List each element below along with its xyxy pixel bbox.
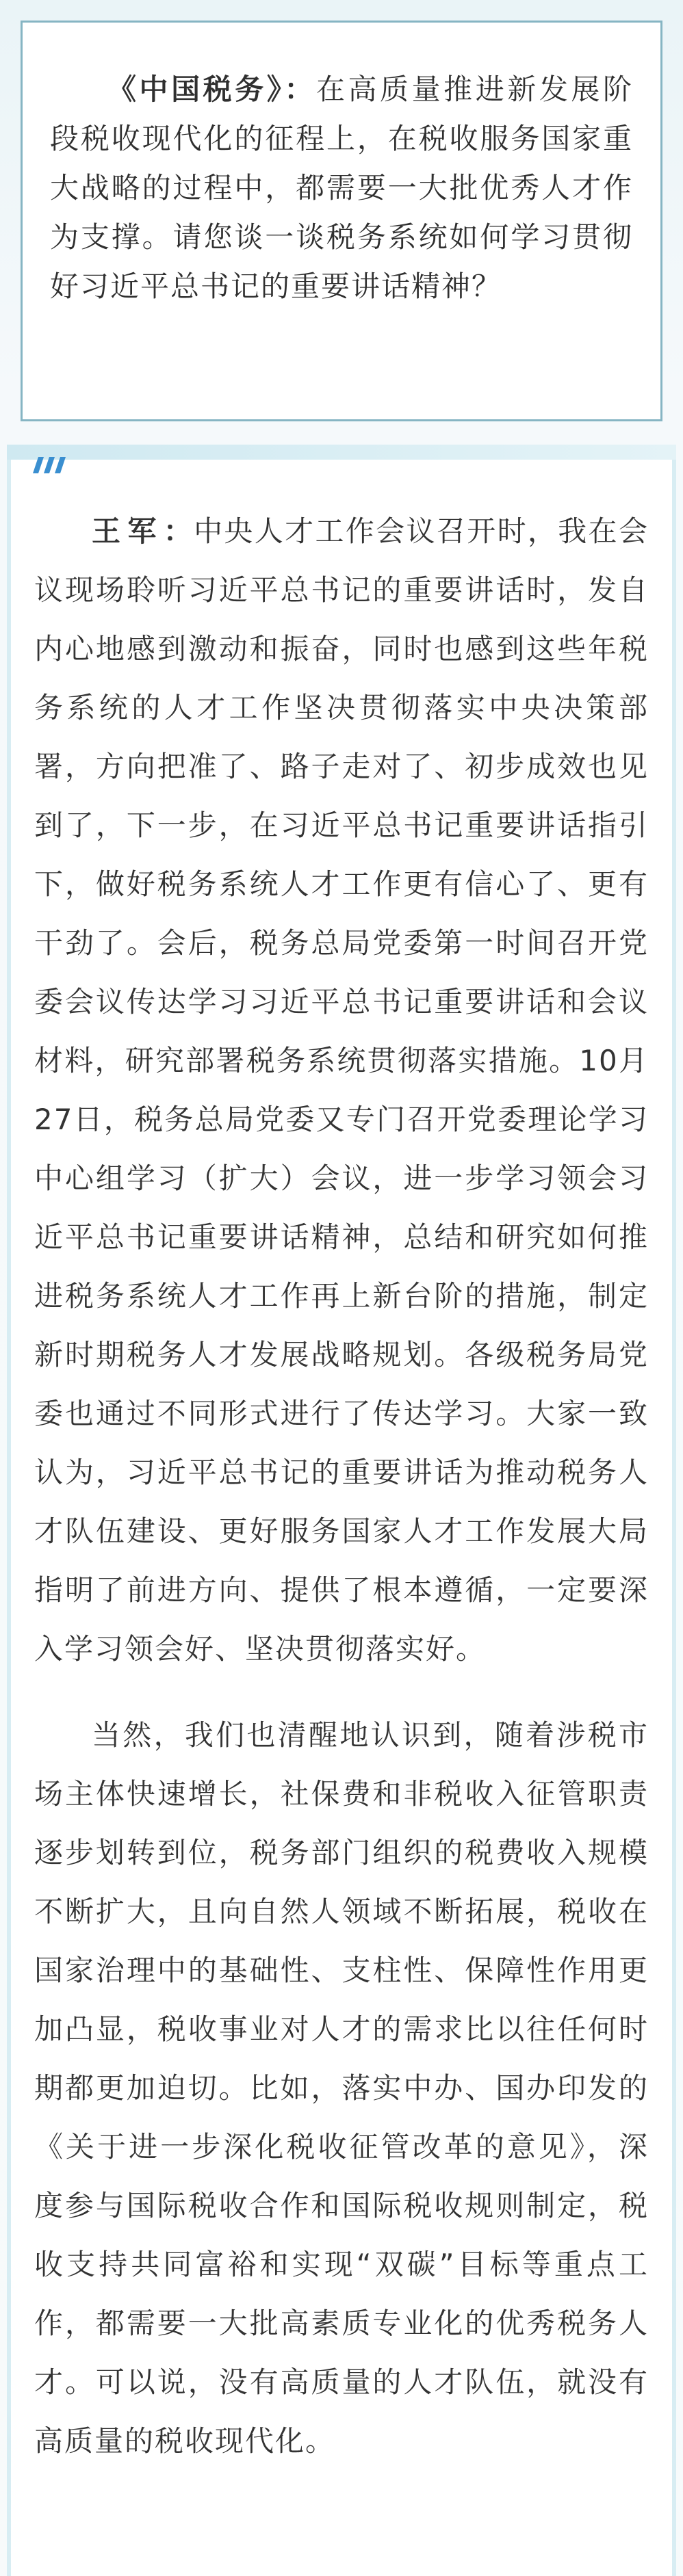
paragraph-2-text: 当然，我们也清醒地认识到，随着涉税市场主体快速增长，社保费和非税收入征管职责逐步划转到位，税务部门组织的税费收入规模不断扩大，且向自然人领域不断拓展，税收在国家治理中的基础性、支柱性、保障性作用更加凸显，税收事业对人才的需求比以往任何时期都更加迫切。比如，落实中办、国办印发的《关于进一步深化税收征管改革的意见》，深度参与国际税收合作和国际税收规则制定，税收支持共同富裕和实现“双碳”目标等重点工作，都需要一大批高素质专业化的优秀税务人才。可以说，没有高质量的人才队伍，就没有高质量的税收现代化。 — [34, 1718, 649, 2458]
speaker-colon: ： — [163, 514, 194, 548]
question-text — [50, 65, 633, 311]
slash-decoration-icon — [30, 453, 71, 477]
answer-paragraph-1 — [34, 502, 649, 1679]
answer-panel — [7, 445, 676, 2576]
speaker-name: 王军 — [92, 514, 164, 548]
question-body: 在高质量推进新发展阶段税收现代化的征程上，在税收服务国家重大战略的过程中，都需要一大批优秀人才作为支撑。请您谈一谈税务系统如何学习贯彻好习近平总书记的重要讲话精神？ — [50, 73, 633, 303]
answer-top-bar — [7, 445, 676, 460]
answer-body — [34, 502, 649, 2498]
paragraph-1-text: 中央人才工作会议召开时，我在会议现场聆听习近平总书记的重要讲话时，发自内心地感到激动和振奋，同时也感到这些年税务系统的人才工作坚决贯彻落实中央决策部署，方向把准了、路子走对了、初步成效也见到了，下一步，在习近平总书记重要讲话指引下，做好税务系统人才工作更有信心了、更有干劲了。会后，税务总局党委第一时间召开党委会议传达学习习近平总书记重要讲话和会议材料，研究部署税务系统贯彻落实措施。10月27日，税务总局党委又专门召开党委理论学习中心组学习（扩大）会议，进一步学习领会习近平总书记重要讲话精神，总结和研究如何推进税务系统人才工作再上新台阶的措施，制定新时期税务人才发展战略规划。各级税务局党委也通过不同形式进行了传达学习。大家一致认为，习近平总书记的重要讲话为推动税务人才队伍建设、更好服务国家人才工作发展大局指明了前进方向、提供了根本遵循，一定要深入学习领会好、坚决贯彻落实好。 — [34, 514, 649, 1666]
answer-paragraph-2 — [34, 1706, 649, 2471]
question-box — [21, 21, 662, 421]
question-lead: 《中国税务》： — [107, 73, 316, 106]
